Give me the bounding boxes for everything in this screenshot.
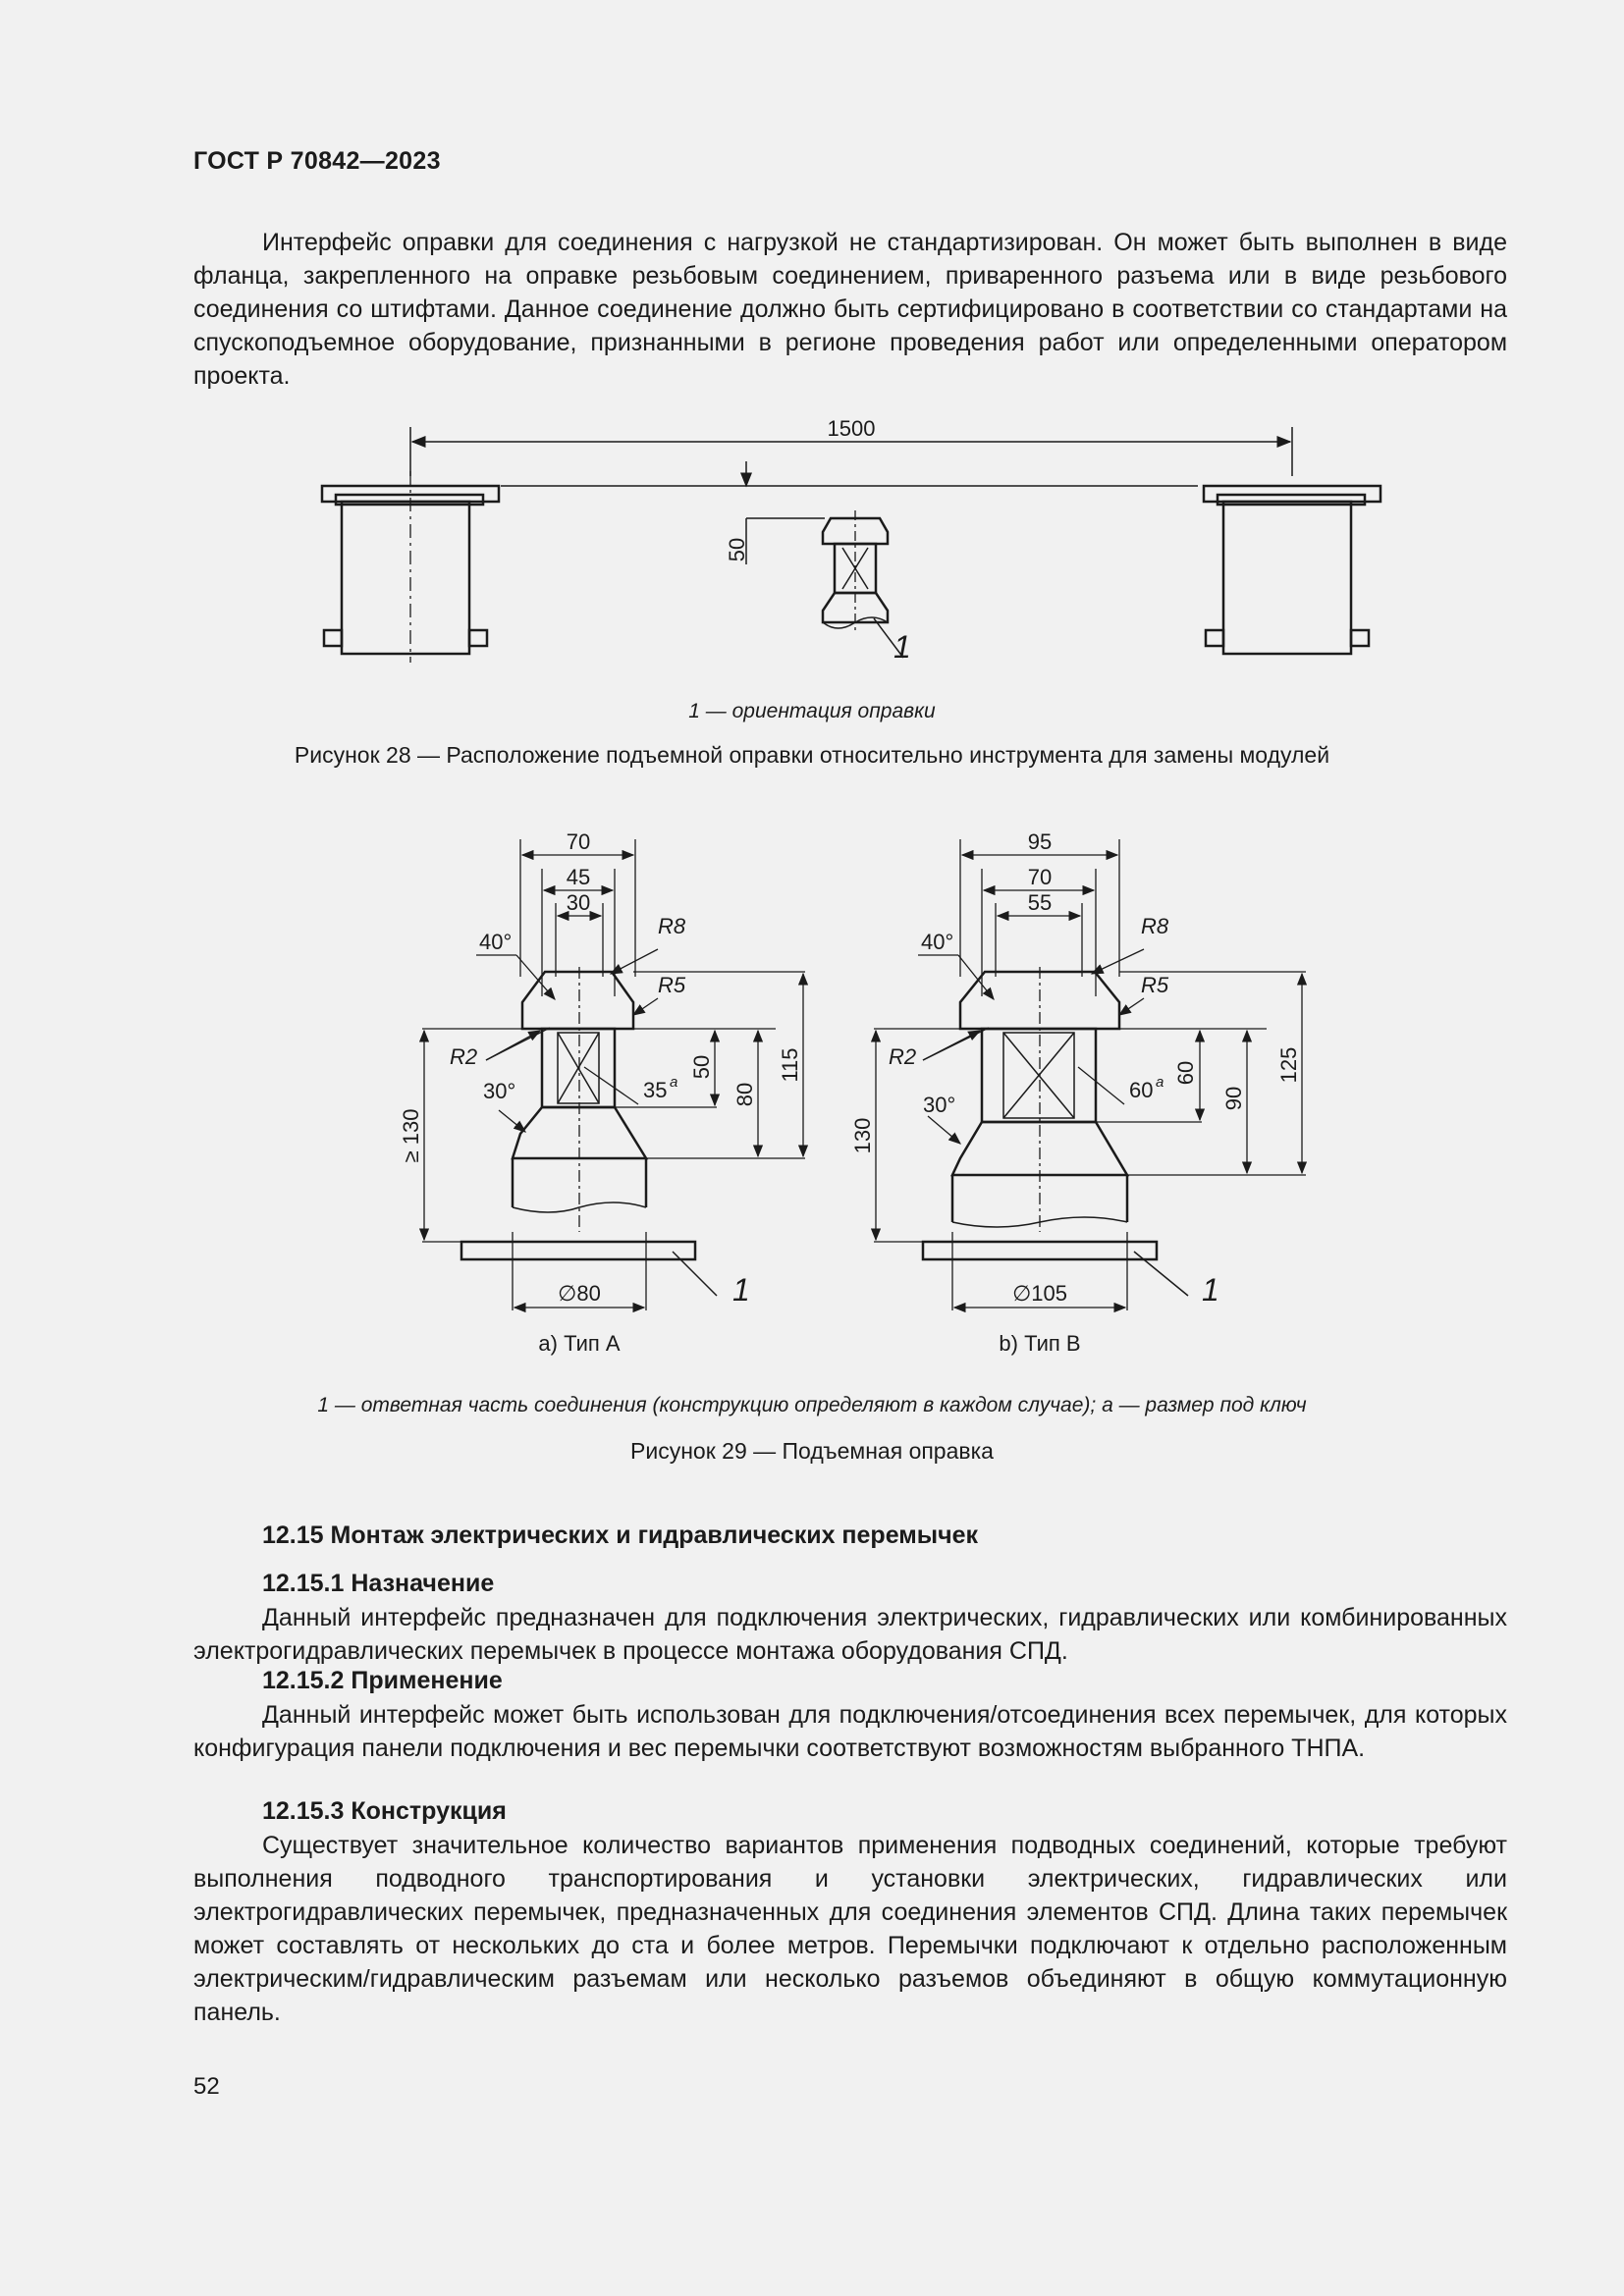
b-w-top: 95: [1027, 829, 1053, 854]
b-h-min: 130: [850, 1117, 875, 1154]
b-w-in: 55: [1027, 890, 1053, 915]
b-angle-bot: 30°: [923, 1093, 956, 1117]
b-label: b) Тип В: [999, 1331, 1081, 1356]
a-w-top: 70: [566, 829, 591, 854]
b-callout: 1: [1202, 1272, 1219, 1308]
a-r8: R8: [658, 914, 686, 938]
b-angle-mid: 60: [1129, 1078, 1154, 1102]
b-sup: a: [1156, 1074, 1164, 1091]
sub3-text: Существует значительное количество вариантов применения подводных соединений, которые требуют выполнения подводного транспортирования и установки электрических, гидравлических или электрогидравлических перемычек, предназначенных для соединения элементов СПД. Длина таких перемычек может составлять от нескольких до ста и более метров. Перемычки подключают к отдельно расположенным электрическим/гидравлическим разъемам или несколько разъемов объединяют в общую коммутационную панель.: [193, 1832, 1507, 2026]
sub3-paragraph: [193, 1829, 1507, 2029]
a-sup: a: [670, 1074, 678, 1091]
b-r2: R2: [889, 1044, 917, 1069]
intro-paragraph: [193, 226, 1507, 393]
callout-1: 1: [893, 629, 911, 665]
a-h-min: ≥ 130: [399, 1108, 423, 1163]
b-r8: R8: [1141, 914, 1169, 938]
a-h-mid: 80: [732, 1082, 757, 1107]
sub2-text: Данный интерфейс может быть использован для подключения/отсоединения всех перемычек, для которых конфигурация панели подключения и вес перемычки соответствуют возможностям выбранного ТНПА.: [193, 1701, 1507, 1762]
b-h-mid: 90: [1221, 1086, 1246, 1111]
a-r5: R5: [658, 973, 686, 997]
sub1-title: 12.15.1 Назначение: [262, 1570, 495, 1597]
dim-50: 50: [725, 537, 749, 562]
sub2-paragraph: [193, 1698, 1507, 1765]
figure-28-drawing: [295, 412, 1394, 677]
a-w-mid: 45: [566, 865, 591, 889]
sub3-title: 12.15.3 Конструкция: [262, 1797, 507, 1825]
sub2-title: 12.15.2 Применение: [262, 1667, 503, 1694]
b-w-mid: 70: [1027, 865, 1053, 889]
a-h-total: 115: [778, 1047, 802, 1083]
sub1-paragraph: [193, 1601, 1507, 1668]
figure-29-legend: 1 — ответная часть соединения (конструкцию определяют в каждом случае); a — размер под ключ: [317, 1394, 1307, 1416]
a-angle-bot: 30°: [483, 1079, 516, 1103]
intro-text: Интерфейс оправки для соединения с нагрузкой не стандартизирован. Он может быть выполнен в виде фланца, закрепленного на оправке резьбовым соединением, приваренного разъема или в виде резьбового соединения со штифтами. Данное соединение должно быть сертифицировано в соответствии со стандартами на спускоподъемное оборудование, признанными в регионе проведения работ или определенными оператором проекта.: [193, 229, 1507, 390]
figure-29-caption: Рисунок 29 — Подъемная оправка: [630, 1438, 994, 1464]
a-callout: 1: [732, 1272, 750, 1308]
a-h-body: 50: [689, 1054, 714, 1080]
b-angle-top: 40°: [921, 930, 954, 954]
type-a-drawing: [422, 839, 805, 1310]
type-b-drawing: [874, 839, 1306, 1310]
b-dia: ∅105: [1012, 1281, 1067, 1306]
a-angle-top: 40°: [479, 930, 513, 954]
a-r2: R2: [450, 1044, 478, 1069]
a-angle-mid: 35: [643, 1078, 668, 1102]
section-title: 12.15 Монтаж электрических и гидравлических перемычек: [262, 1522, 979, 1549]
b-h-total: 125: [1276, 1046, 1301, 1084]
figure-28-legend: 1 — ориентация оправки: [688, 700, 936, 722]
figure-28-caption: Рисунок 28 — Расположение подъемной оправки относительно инструмента для замены модулей: [294, 742, 1330, 768]
document-header: ГОСТ Р 70842—2023: [193, 147, 441, 175]
b-r5: R5: [1141, 973, 1169, 997]
a-dia: ∅80: [558, 1281, 601, 1306]
a-w-in: 30: [566, 890, 591, 915]
a-label: a) Тип А: [538, 1331, 621, 1356]
page-number: 52: [193, 2073, 220, 2100]
sub1-text: Данный интерфейс предназначен для подключения электрических, гидравлических или комбинированных электрогидравлических перемычек в процессе монтажа оборудования СПД.: [193, 1604, 1507, 1665]
b-h-body: 60: [1173, 1060, 1198, 1086]
dim-1500: 1500: [827, 416, 876, 441]
figure-29-drawing: [393, 820, 1335, 1369]
